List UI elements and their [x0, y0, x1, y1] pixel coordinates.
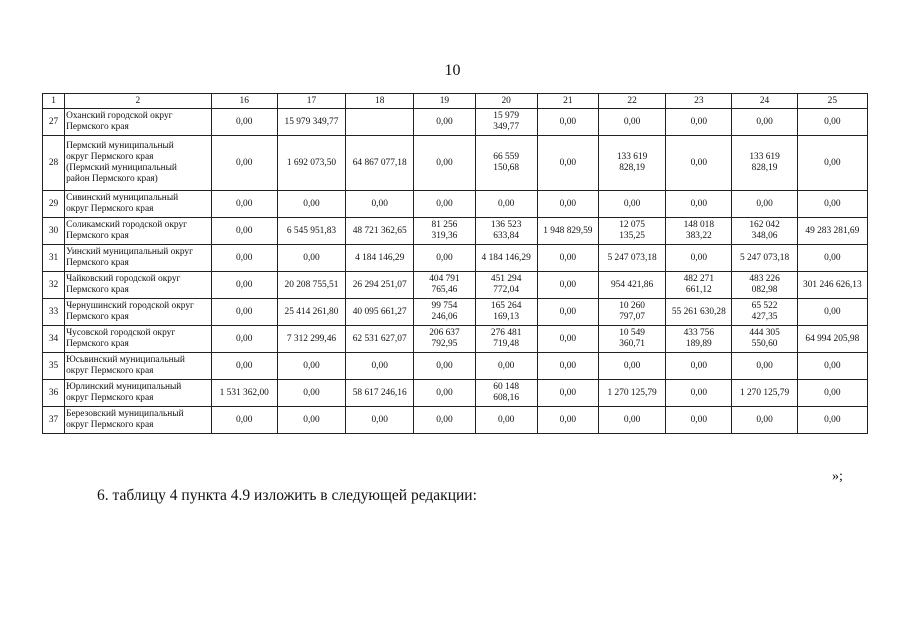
value-cell: 64 994 205,98	[797, 326, 867, 353]
column-header: 2	[65, 94, 212, 109]
row-number-cell: 34	[43, 326, 65, 353]
value-cell: 1 692 073,50	[277, 136, 345, 191]
value-cell: 0,00	[346, 407, 414, 434]
table-row	[43, 272, 868, 299]
value-cell: 0,00	[475, 353, 537, 380]
value-cell: 0,00	[537, 191, 598, 218]
column-header: 24	[732, 94, 797, 109]
value-cell: 0,00	[797, 109, 867, 136]
value-cell: 0,00	[732, 407, 797, 434]
column-header: 16	[211, 94, 277, 109]
municipality-name-line: Уинский муниципальный округ	[66, 247, 193, 257]
municipality-name-line: округ Пермского края	[66, 366, 154, 376]
value-cell: 0,00	[211, 407, 277, 434]
value-cell: 0,00	[537, 380, 598, 407]
value-cell: 0,00	[666, 353, 732, 380]
value-cell: 0,00	[537, 272, 598, 299]
value-cell: 0,00	[346, 353, 414, 380]
value-cell: 10 260 797,07	[598, 299, 665, 326]
row-number-cell: 29	[43, 191, 65, 218]
column-header: 21	[537, 94, 598, 109]
page-number: 10	[444, 62, 461, 79]
value-cell: 60 148 608,16	[475, 380, 537, 407]
value-cell: 165 264 169,13	[475, 299, 537, 326]
table-row	[43, 380, 868, 407]
municipality-name-line: Пермский муниципальный	[66, 141, 174, 151]
table-row	[43, 218, 868, 245]
table-row	[43, 353, 868, 380]
value-cell: 20 208 755,51	[277, 272, 345, 299]
municipality-name-line: Чайковский городской округ	[66, 274, 181, 284]
value-cell: 0,00	[414, 136, 475, 191]
value-cell: 15 979 349,77	[475, 109, 537, 136]
table-row	[43, 326, 868, 353]
value-cell: 58 617 246,16	[346, 380, 414, 407]
municipality-name-line: Пермского края	[66, 339, 129, 349]
municipality-name-line: Сивинский муниципальный	[66, 193, 179, 203]
municipality-name-cell	[65, 136, 212, 191]
table-header-row	[43, 94, 868, 109]
value-cell: 0,00	[797, 136, 867, 191]
municipality-name-line: Пермского края	[66, 122, 129, 132]
value-cell: 0,00	[537, 109, 598, 136]
column-header: 22	[598, 94, 665, 109]
column-header: 23	[666, 94, 732, 109]
value-cell: 6 545 951,83	[277, 218, 345, 245]
value-cell: 0,00	[537, 407, 598, 434]
value-cell: 433 756 189,89	[666, 326, 732, 353]
row-number-cell: 31	[43, 245, 65, 272]
value-cell: 0,00	[797, 245, 867, 272]
municipality-name-line: округ Пермского края	[66, 204, 154, 214]
column-header: 17	[277, 94, 345, 109]
row-number-cell: 37	[43, 407, 65, 434]
value-cell: 0,00	[211, 299, 277, 326]
municipality-name-line: (Пермский муниципальный	[66, 163, 177, 173]
value-cell	[346, 109, 414, 136]
value-cell: 404 791 765,46	[414, 272, 475, 299]
row-number-cell: 32	[43, 272, 65, 299]
value-cell: 10 549 360,71	[598, 326, 665, 353]
municipality-name-cell	[65, 353, 212, 380]
value-cell: 0,00	[211, 136, 277, 191]
instruction-paragraph: 6. таблицу 4 пункта 4.9 изложить в следующей редакции:	[97, 487, 477, 504]
municipality-name-cell	[65, 299, 212, 326]
column-header: 1	[43, 94, 65, 109]
value-cell: 0,00	[797, 191, 867, 218]
value-cell: 0,00	[277, 380, 345, 407]
row-number-cell: 33	[43, 299, 65, 326]
value-cell: 0,00	[732, 353, 797, 380]
municipality-name-line: Чернушинский городской округ	[66, 301, 194, 311]
municipality-name-line: округ Пермского края	[66, 420, 154, 430]
value-cell: 0,00	[598, 407, 665, 434]
value-cell: 0,00	[732, 191, 797, 218]
row-number-cell: 35	[43, 353, 65, 380]
value-cell: 0,00	[732, 109, 797, 136]
table-row	[43, 299, 868, 326]
value-cell: 0,00	[598, 191, 665, 218]
value-cell: 0,00	[414, 407, 475, 434]
value-cell: 133 619 828,19	[598, 136, 665, 191]
value-cell: 482 271 661,12	[666, 272, 732, 299]
value-cell: 0,00	[414, 191, 475, 218]
value-cell: 0,00	[414, 353, 475, 380]
value-cell: 1 531 362,00	[211, 380, 277, 407]
municipality-name-line: Юрлинский муниципальный	[66, 382, 182, 392]
value-cell: 444 305 550,60	[732, 326, 797, 353]
value-cell: 0,00	[666, 380, 732, 407]
row-number-cell: 36	[43, 380, 65, 407]
municipality-name-line: Оханский городской округ	[66, 111, 173, 121]
value-cell: 55 261 630,28	[666, 299, 732, 326]
table-row	[43, 136, 868, 191]
municipality-name-line: округ Пермского края	[66, 393, 154, 403]
value-cell: 25 414 261,80	[277, 299, 345, 326]
column-header: 19	[414, 94, 475, 109]
municipality-name-line: Пермского края	[66, 285, 129, 295]
municipality-name-line: Соликамский городской округ	[66, 220, 187, 230]
value-cell: 48 721 362,65	[346, 218, 414, 245]
column-header: 18	[346, 94, 414, 109]
value-cell: 0,00	[475, 191, 537, 218]
municipality-name-line: Пермского края	[66, 258, 129, 268]
value-cell: 0,00	[666, 191, 732, 218]
value-cell: 1 270 125,79	[732, 380, 797, 407]
row-number-cell: 30	[43, 218, 65, 245]
value-cell: 81 256 319,36	[414, 218, 475, 245]
municipality-name-cell	[65, 218, 212, 245]
value-cell: 0,00	[211, 109, 277, 136]
value-cell: 301 246 626,13	[797, 272, 867, 299]
municipality-name-cell	[65, 191, 212, 218]
value-cell: 0,00	[666, 136, 732, 191]
value-cell: 0,00	[211, 218, 277, 245]
value-cell: 0,00	[211, 272, 277, 299]
value-cell: 49 283 281,69	[797, 218, 867, 245]
value-cell: 0,00	[211, 353, 277, 380]
value-cell: 0,00	[414, 380, 475, 407]
value-cell: 0,00	[277, 191, 345, 218]
table-row	[43, 407, 868, 434]
row-number-cell: 28	[43, 136, 65, 191]
value-cell: 148 018 383,22	[666, 218, 732, 245]
value-cell: 0,00	[211, 191, 277, 218]
municipality-name-cell	[65, 407, 212, 434]
value-cell: 12 075 135,25	[598, 218, 665, 245]
value-cell: 1 948 829,59	[537, 218, 598, 245]
value-cell: 0,00	[211, 326, 277, 353]
value-cell: 133 619 828,19	[732, 136, 797, 191]
value-cell: 0,00	[537, 353, 598, 380]
municipality-name-cell	[65, 272, 212, 299]
value-cell: 0,00	[537, 326, 598, 353]
row-number-cell: 27	[43, 109, 65, 136]
data-table	[42, 93, 868, 434]
municipality-name-line: Пермского края	[66, 312, 129, 322]
value-cell: 0,00	[346, 191, 414, 218]
value-cell: 5 247 073,18	[598, 245, 665, 272]
municipality-name-cell	[65, 245, 212, 272]
value-cell: 4 184 146,29	[346, 245, 414, 272]
column-header: 20	[475, 94, 537, 109]
value-cell: 954 421,86	[598, 272, 665, 299]
value-cell: 136 523 633,84	[475, 218, 537, 245]
value-cell: 64 867 077,18	[346, 136, 414, 191]
value-cell: 4 184 146,29	[475, 245, 537, 272]
value-cell: 0,00	[797, 299, 867, 326]
value-cell: 0,00	[797, 353, 867, 380]
value-cell: 0,00	[598, 109, 665, 136]
table-row	[43, 109, 868, 136]
value-cell: 0,00	[537, 136, 598, 191]
value-cell: 483 226 082,98	[732, 272, 797, 299]
value-cell: 7 312 299,46	[277, 326, 345, 353]
value-cell: 276 481 719,48	[475, 326, 537, 353]
municipality-name-line: Юсьвинский муниципальный	[66, 355, 185, 365]
value-cell: 62 531 627,07	[346, 326, 414, 353]
municipality-name-line: округ Пермского края	[66, 152, 154, 162]
value-cell: 0,00	[414, 245, 475, 272]
value-cell: 0,00	[211, 245, 277, 272]
municipality-name-cell	[65, 326, 212, 353]
value-cell: 0,00	[666, 245, 732, 272]
value-cell: 15 979 349,77	[277, 109, 345, 136]
value-cell: 66 559 150,68	[475, 136, 537, 191]
column-header: 25	[797, 94, 867, 109]
value-cell: 0,00	[277, 245, 345, 272]
value-cell: 26 294 251,07	[346, 272, 414, 299]
table-row	[43, 191, 868, 218]
municipality-name-cell	[65, 109, 212, 136]
value-cell: 0,00	[277, 407, 345, 434]
value-cell: 40 095 661,27	[346, 299, 414, 326]
value-cell: 162 042 348,06	[732, 218, 797, 245]
municipality-name-line: Пермского края	[66, 231, 129, 241]
value-cell: 0,00	[666, 109, 732, 136]
value-cell: 0,00	[598, 353, 665, 380]
table-row	[43, 245, 868, 272]
value-cell: 0,00	[797, 407, 867, 434]
value-cell: 5 247 073,18	[732, 245, 797, 272]
value-cell: 0,00	[277, 353, 345, 380]
value-cell: 451 294 772,04	[475, 272, 537, 299]
table-body	[43, 94, 868, 434]
value-cell: 0,00	[414, 109, 475, 136]
municipality-name-cell	[65, 380, 212, 407]
value-cell: 1 270 125,79	[598, 380, 665, 407]
closing-quote-mark: »;	[832, 469, 843, 484]
value-cell: 0,00	[797, 380, 867, 407]
value-cell: 65 522 427,35	[732, 299, 797, 326]
value-cell: 0,00	[475, 407, 537, 434]
value-cell: 99 754 246,06	[414, 299, 475, 326]
municipality-name-line: Чусовской городской округ	[66, 328, 176, 338]
value-cell: 0,00	[666, 407, 732, 434]
value-cell: 0,00	[537, 299, 598, 326]
value-cell: 0,00	[537, 245, 598, 272]
value-cell: 206 637 792,95	[414, 326, 475, 353]
municipality-name-line: район Пермского края)	[66, 174, 158, 184]
municipality-name-line: Березовский муниципальный	[66, 409, 184, 419]
